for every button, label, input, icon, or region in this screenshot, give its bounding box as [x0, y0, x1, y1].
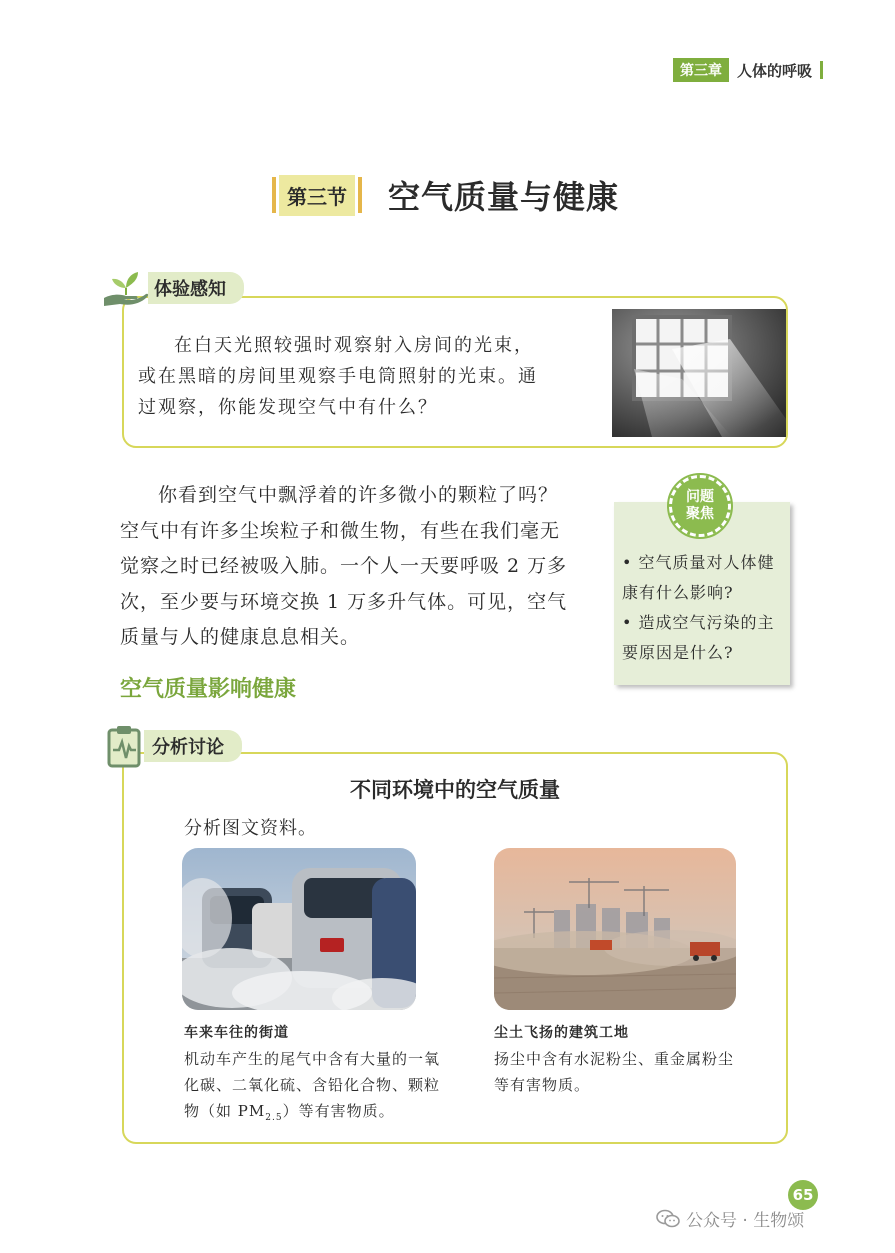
construction-site-photo	[494, 848, 736, 1010]
chapter-bar	[820, 61, 823, 79]
street-caption-text	[184, 1046, 452, 1131]
experience-label-text: 体验感知	[148, 272, 244, 304]
window-light-photo	[612, 309, 786, 437]
watermark	[656, 1206, 804, 1231]
street-caption-text-main: 机动车产生的尾气中含有大量的一氧化碳、二氧化硫、含铅化合物、颗粒物（如 PM	[184, 1050, 441, 1120]
analysis-label-text: 分析讨论	[144, 730, 242, 762]
street-caption-title: 车来车往的街道	[184, 1025, 289, 1041]
site-caption-text: 扬尘中含有水泥粉尘、重金属粉尘等有害物质。	[494, 1050, 735, 1094]
pm-subscript: 2.5	[265, 1113, 283, 1123]
question-item: • 空气质量对人体健康有什么影响?	[622, 548, 784, 608]
chapter-title: 人体的呼吸	[736, 61, 812, 80]
question-focus-list	[622, 548, 784, 668]
chapter-tag: 第三章	[673, 58, 729, 82]
chapter-header	[673, 58, 823, 82]
section-tag: 第三节	[279, 175, 355, 216]
section-bar-left	[272, 177, 276, 213]
site-caption-title: 尘土飞扬的建筑工地	[494, 1025, 629, 1041]
question-focus-badge	[669, 475, 731, 537]
badge-line-1: 问题	[686, 489, 714, 505]
question-item: • 造成空气污染的主要原因是什么?	[622, 608, 784, 668]
hand-sprout-icon	[102, 268, 150, 308]
analysis-intro: 分析图文资料。	[184, 818, 317, 839]
experience-label	[102, 268, 244, 308]
badge-line-2: 聚焦	[686, 506, 714, 522]
traffic-street-photo	[182, 848, 416, 1010]
watermark-text: 公众号 · 生物颂	[686, 1211, 805, 1231]
main-paragraph: 你看到空气中飘浮着的许多微小的颗粒了吗？空气中有许多尘埃粒子和微生物，有些在我们毫无觉察之时已经被吸入肺。一个人一天要呼吸 2 万多次，至少要与环境交换 1 万多升气体。可见，空气质量与人的健康息息相关。	[120, 484, 568, 648]
analysis-title: 不同环境中的空气质量	[350, 777, 560, 802]
street-caption-text-end: ）等有害物质。	[282, 1102, 395, 1120]
subheading: 空气质量影响健康	[120, 677, 297, 702]
analysis-label	[106, 724, 242, 768]
experience-text: 在白天光照较强时观察射入房间的光束，或在黑暗的房间里观察手电筒照射的光束。通过观察，你能发现空气中有什么？	[138, 335, 538, 418]
wechat-icon	[656, 1209, 680, 1229]
section-title	[272, 172, 619, 218]
page-number: 65	[788, 1180, 818, 1210]
section-bar-right	[358, 177, 362, 213]
section-name: 空气质量与健康	[388, 178, 620, 216]
clipboard-heartbeat-icon	[106, 724, 142, 768]
